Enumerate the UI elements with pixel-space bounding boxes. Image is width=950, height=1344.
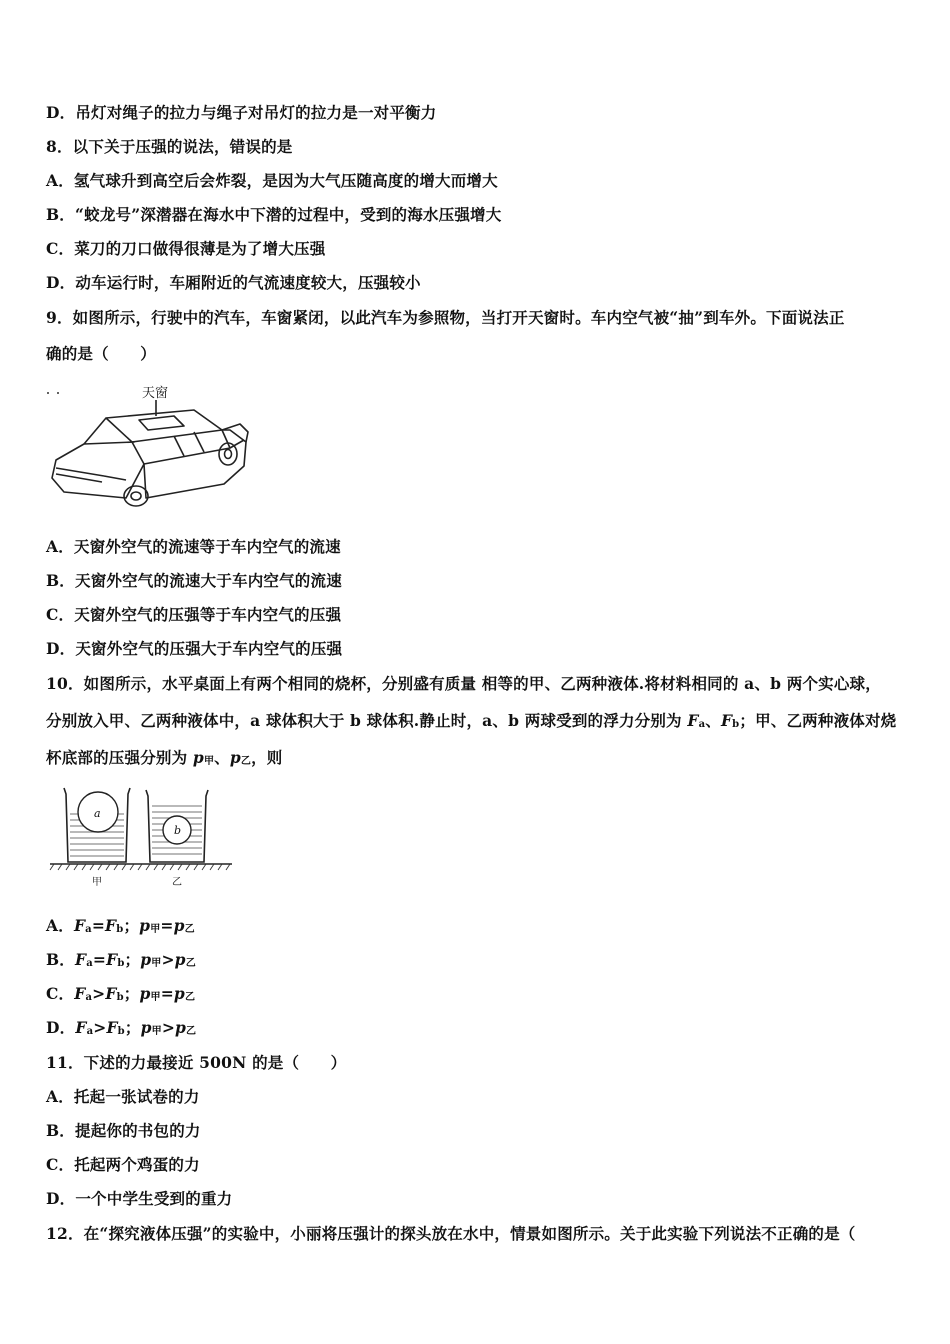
beaker-left-label: 甲 [92,877,102,888]
q8-stem: 8．以下关于压强的说法，错误的是 [46,137,293,156]
ball-a-label: a [94,807,101,820]
q10-stem-line2: 分别放入甲、乙两种液体中，a 球体积大于 b 球体积.静止时，a、b 两球受到的浮力分别为 Fa、Fb；甲、乙两种液体对烧 [46,711,897,730]
q10-stem-line3: 杯底部的压强分别为 p甲、p乙，则 [46,748,283,767]
q9-stem-line1: 9．如图所示，行驶中的汽车，车窗紧闭，以此汽车为参照物，当打开天窗时。车内空气被“抽”到车外。下面说法正 [46,308,845,327]
sunroof-label: 天窗 [142,386,169,401]
q10-option-a: A．Fa=Fb；p甲=p乙 [46,916,195,935]
q10-stem-line1: 10．如图所示，水平桌面上有两个相同的烧杯，分别盛有质量 相等的甲、乙两种液体.将材料相同的 a、b 两个实心球， [46,674,881,693]
q11-stem: 11．下述的力最接近 500N 的是（ ） [46,1053,347,1072]
q10-option-d: D．Fa>Fb；p甲>p乙 [46,1018,197,1037]
q8-option-b: B．“蛟龙号”深潜器在海水中下潜的过程中，受到的海水压强增大 [46,205,502,224]
q10-option-c: C．Fa>Fb；p甲=p乙 [46,984,196,1003]
q9-option-a: A．天窗外空气的流速等于车内空气的流速 [46,537,341,556]
beakers-figure [46,782,236,890]
q9-option-b: B．天窗外空气的流速大于车内空气的流速 [46,571,342,590]
q8-option-c: C．菜刀的刀口做得很薄是为了增大压强 [46,239,326,258]
q11-option-a: A．托起一张试卷的力 [46,1087,200,1106]
car-sunroof-figure [44,380,254,510]
q11-option-c: C．托起两个鸡蛋的力 [46,1155,200,1174]
q12-stem: 12．在“探究液体压强”的实验中，小丽将压强计的探头放在水中，情景如图所示。关于此实验下列说法不正确的是（ [46,1224,856,1243]
q10-option-b: B．Fa=Fb；p甲>p乙 [46,950,196,969]
q8-option-a: A．氢气球升到高空后会炸裂，是因为大气压随高度的增大而增大 [46,171,498,190]
q7-option-d: D．吊灯对绳子的拉力与绳子对吊灯的拉力是一对平衡力 [46,103,437,122]
beaker-right-label: 乙 [172,877,182,888]
ball-b-label: b [174,824,182,837]
q8-option-d: D．动车运行时，车厢附近的气流速度较大，压强较小 [46,273,421,292]
q9-stem-line2: 确的是（ ） [46,344,156,363]
q11-option-b: B．提起你的书包的力 [46,1121,201,1140]
q9-option-c: C．天窗外空气的压强等于车内空气的压强 [46,605,342,624]
q11-option-d: D．一个中学生受到的重力 [46,1189,233,1208]
q9-option-d: D．天窗外空气的压强大于车内空气的压强 [46,639,343,658]
